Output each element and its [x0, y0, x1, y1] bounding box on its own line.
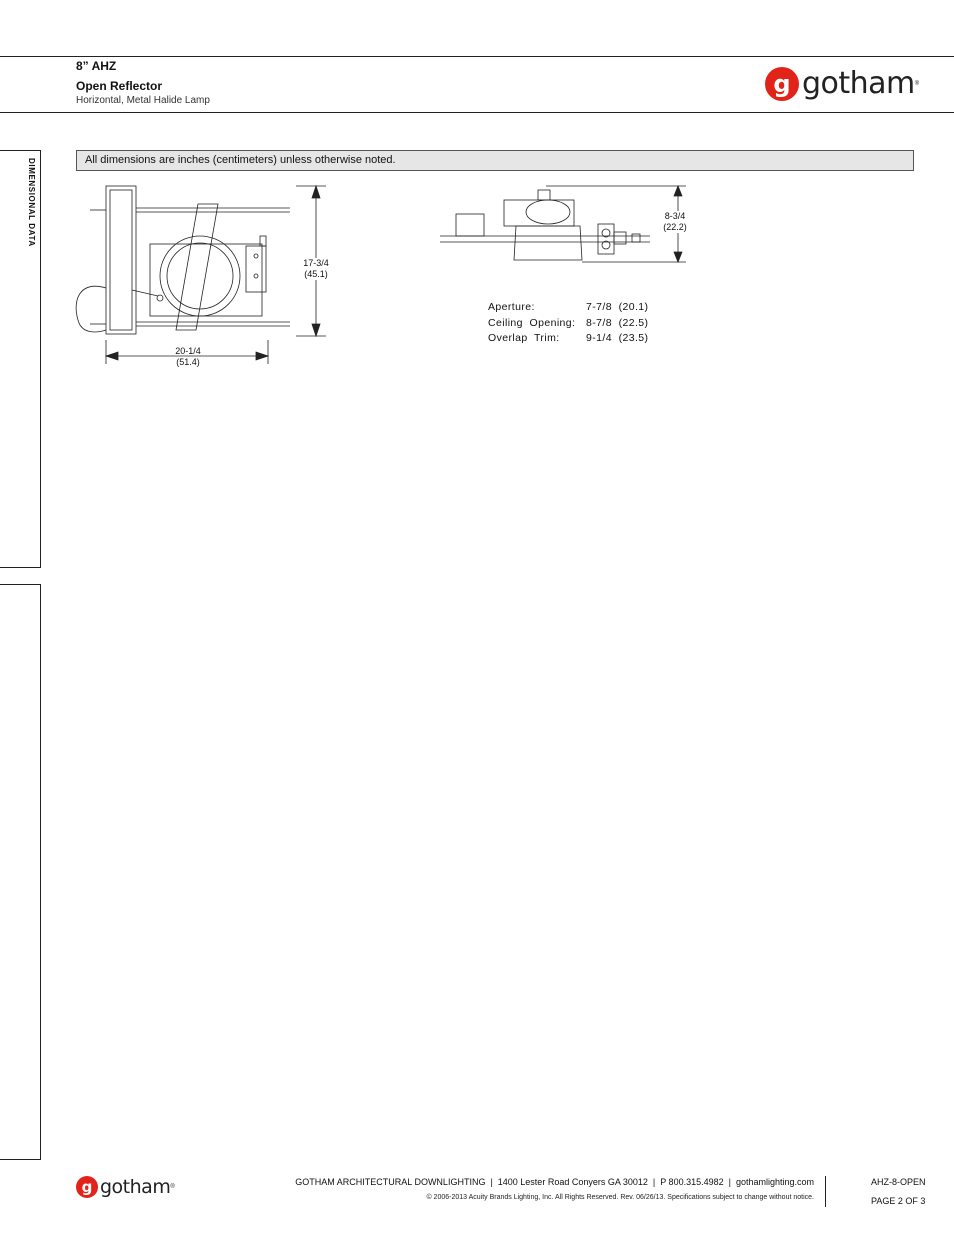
plan-height-dimension — [296, 258, 336, 280]
spec-label: Overlap Trim: — [488, 332, 560, 344]
spec-row — [488, 300, 648, 316]
header-bottom-rule — [0, 112, 954, 113]
sidebar-section-label: DIMENSIONAL DATA — [27, 158, 36, 247]
side-height-dimension — [657, 211, 693, 233]
footer-gotham-wordmark: gotham — [100, 1176, 171, 1198]
spec-value: 9-1/4 (23.5) — [586, 332, 649, 344]
footer-gotham-logo — [76, 1176, 175, 1198]
plan-height-cm: (45.1) — [304, 269, 328, 279]
spec-label: Aperture: — [488, 301, 535, 313]
aperture-specs — [488, 300, 648, 347]
plan-width-cm: (51.4) — [176, 357, 200, 367]
product-title: 8” AHZ — [76, 59, 117, 73]
registered-mark: ® — [914, 80, 920, 87]
spec-row — [488, 331, 648, 347]
gotham-logo — [765, 66, 919, 101]
header-top-rule — [0, 56, 954, 57]
spec-label: Ceiling Opening: — [488, 316, 576, 329]
footer-copyright: © 2006-2013 Acuity Brands Lighting, Inc. All Rights Reserved. Rev. 06/26/13. Specifications subject to change without notice. — [426, 1194, 814, 1201]
side-height-cm: (22.2) — [663, 222, 687, 232]
spec-row — [488, 316, 648, 332]
dimensions-note: All dimensions are inches (centimeters) unless otherwise noted. — [76, 150, 914, 171]
specs-table — [488, 300, 648, 347]
footer-doc-id: AHZ-8-OPEN — [871, 1177, 926, 1187]
reflector-title: Open Reflector — [76, 79, 163, 93]
gotham-wordmark: gotham — [802, 66, 915, 101]
lamp-subtitle: Horizontal, Metal Halide Lamp — [76, 95, 210, 106]
footer-page-number: PAGE 2 OF 3 — [871, 1196, 926, 1206]
side-height-inches: 8-3/4 — [664, 211, 686, 221]
sidebar-section-blank — [0, 584, 41, 1160]
footer-address: GOTHAM ARCHITECTURAL DOWNLIGHTING | 1400 Lester Road Conyers GA 30012 | P 800.315.4982 | gothamlighting.com — [295, 1177, 814, 1187]
footer-gotham-g-icon: g — [76, 1176, 98, 1198]
spec-value: 7-7/8 (20.1) — [586, 301, 649, 313]
spec-value: 8-7/8 (22.5) — [586, 316, 649, 329]
plan-height-inches: 17-3/4 — [303, 258, 329, 268]
gotham-g-icon: g — [765, 67, 799, 101]
plan-width-dimension — [168, 346, 208, 368]
footer-registered-mark: ® — [170, 1184, 175, 1190]
footer-divider — [825, 1176, 826, 1207]
plan-width-inches: 20-1/4 — [175, 346, 201, 356]
